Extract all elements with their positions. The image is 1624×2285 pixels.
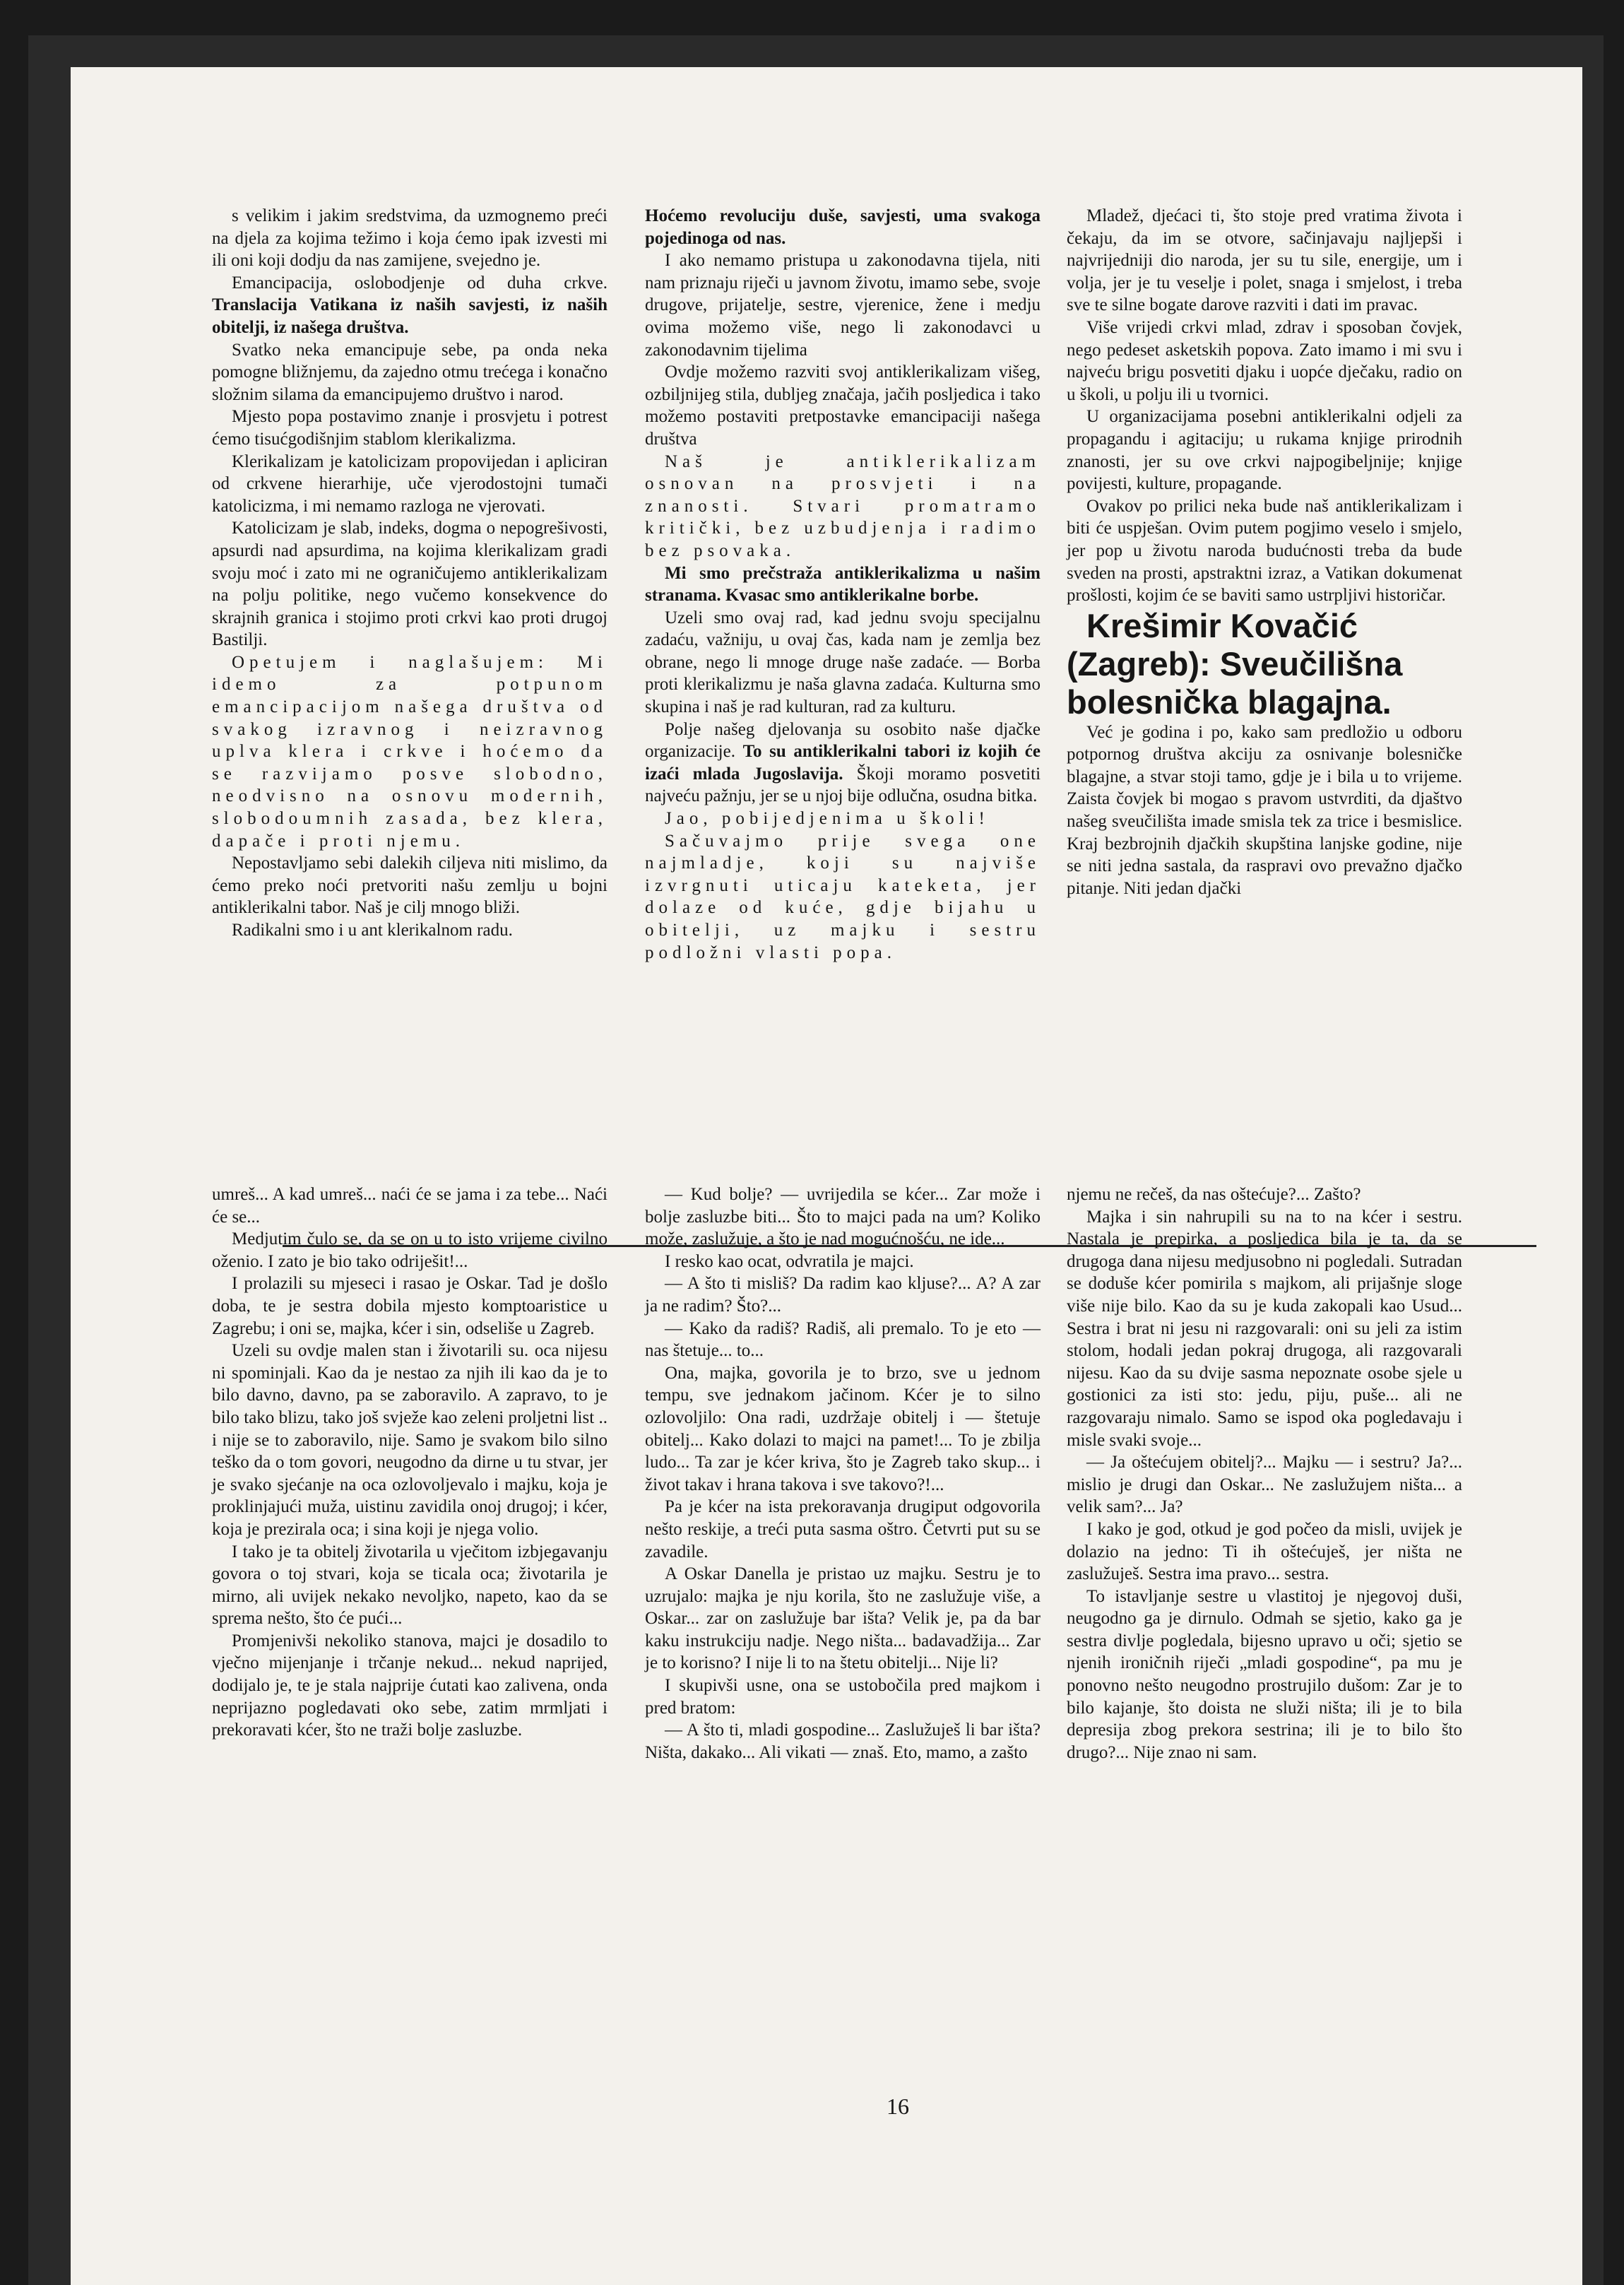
paragraph: Uzeli smo ovaj rad, kad jednu svoju specijalnu zadaću, važniju, u ovaj čas, kada nam je zemlja bez obrane, nego li mnoge druge naše zadaće. — Borba proti klerikalizmu je naša glavna zadaća. Kulturna smo skupina i naš je rad kulturan, rad za kulturu. [645,608,1041,717]
bold-paragraph: Mi smo prečstraža antiklerikalizma u našim stranama. Kvasac smo antiklerikalne borbe. [645,563,1041,606]
paragraph: I prolazili su mjeseci i rasao je Oskar. Tad je došlo doba, te je sestra dobila mjesto komptoaristice u Zagrebu; i oni se, majka, kćer i sin, odseliše u Zagreb. [212,1274,607,1338]
paragraph: umreš... A kad umreš... naći će se jama i za tebe... Naći će se... [212,1185,607,1227]
paragraph: njemu ne rečeš, da nas oštećuje?... Zašto? [1067,1185,1361,1204]
paragraph: Radikalni smo i u ant klerikalnom radu. [232,921,513,940]
bottom-column-2 [645,1183,1041,1764]
paragraph: Mjesto popa postavimo znanje i prosvjetu i potrest ćemo tisućgodišnjim stablom klerikalizma. [212,407,607,449]
bold-text: Translacija Vatikana iz naših savjesti, iz naših obitelji, iz našega društva. [212,295,607,337]
magazine-page [71,67,1582,2285]
text-run: Emancipacija, oslobodjenje od duha crkve. [232,273,607,293]
paragraph: I skupivši usne, ona se ustobočila pred majkom i pred bratom: [645,1676,1041,1718]
top-column-2 [645,205,1041,964]
paragraph: Pa je kćer na ista prekoravanja drugiput odgovorila nešto reskije, a treći puta sasma oštro. Četvrti put su se zavadile. [645,1497,1041,1561]
paragraph: — Kud bolje? — uvrijedila se kćer... Zar može i bolje zasluzbe biti... Što to majci pada na um? Koliko može, zaslužuje, a što je nad mogućnošću, ne ide... [645,1185,1041,1249]
paragraph: Ovakov po prilici neka bude naš antiklerikalizam i biti će uspješan. Ovim putem pogjimo veselo i smjelo, jer pop u životu naroda budućnosti treba da bude sveden na prosti, apstraktni izraz, a Vatikan dokumenat prošlosti, kojim će se baviti samo ustrpljivi historičar. [1067,496,1462,606]
paragraph: Ona, majka, govorila je to brzo, sve u jednom tempu, sve jednakom jačinom. Kćer je to silno ozlovoljilo: Ona radi, uzdržaje obitelj i — štetuje obitelj... Kako dolazi to majci na pamet!... To je zbilja ludo... Ta zar je kćer kriva, što je Zagreb tako skup... i život takav i hrana takova i sve takovo?!... [645,1363,1041,1494]
paragraph: A Oskar Danella je pristao uz majku. Sestru je to uzrujalo: majka je nju korila, što ne zaslužuje više, a Oskar... zar on zaslužuje bar išta? Velik je, pa da bar kaku instrukciju nadje. Nego ništa... badavadžija... Zar je to korisno? I nije li to na štetu obitelji... Nije li? [645,1564,1041,1673]
paragraph: Ovdje možemo razviti svoj antiklerikalizam višeg, ozbiljnijeg stila, dubljeg značaja, jačih posljedica i tako možemo postaviti pretpostavke emancipaciji našega društva [645,362,1041,449]
paragraph: To istavljanje sestre u vlastitoj je njegovoj duši, neugodno ga je dirnulo. Odmah se sjetio, kako ga je sestra divlje pogledala, bijesno upravo u oči; sjetio se njenih ironičnih riječi „mladi gospodine“, pa mu je ponovno nešto neugodno prostrujilo dušom: Zar je to bilo kajanje, što doista ne služi ništa; ili je to bila depresija zbog prekora sestrina; ili je to bilo što drugo?... Nije znao ni sam. [1067,1586,1462,1762]
paragraph: I resko kao ocat, odvratila je majci. [665,1251,914,1271]
spaced-paragraph: Naš je antiklerikalizam osnovan na prosvjeti i na znanosti. Stvari promatramo kritički, bez uzbudjenja i radimo bez psovaka. [645,451,1041,560]
paragraph: Svatko neka emancipuje sebe, pa onda neka pomogne bližnjemu, da zajedno otmu trećega i konačno složnim silama da emancipujemo društvo i narod. [212,340,607,404]
top-column-1 [212,205,607,942]
text-run: Polje našeg djelovanja su osobito naše djačke organizacije. [645,719,1041,762]
spaced-paragraph: Jao, pobijedjenima u školi! [665,809,990,829]
paragraph: — A što ti misliš? Da radim kao kljuse?... A? A zar ja ne radim? Što?... [645,1274,1041,1316]
paragraph: I ako nemamo pristupa u zakonodavna tijela, niti nam priznaju riječi u javnom životu, imamo sebe, svoje drugove, prijatelje, sestre, vjerenice, žene i medju ovima možemo više, nego li zakonodavci u zakonodavnim tijelima [645,251,1041,360]
paragraph: U organizacijama posebni antiklerikalni odjeli za propagandu i agitaciju; u rukama knjige prirodnih znanosti, jer su ove crkvi najpogibeljnije; knjige povijesti, kulture, propagande. [1067,407,1462,494]
paragraph: I kako je god, otkud je god počeo da misli, uvijek je dolazio na jedno: Ti ih oštećuješ, jer ništa ne zaslužuješ. Sestra ima pravo... sestra. [1067,1519,1462,1584]
spaced-paragraph: Opetujem i naglašujem: Mi idemo za potpunom emancipacijom našega društva od svakog izravnog i neizravnog uplva klera i crkve i hoćemo da se razvijamo posve slobodno, neodvisno na osnovu modernih, slobodoumnih zasada, bez klera, dapače i proti njemu. [212,652,607,851]
paragraph: — Kako da radiš? Radiš, ali premalo. To je eto — nas štetuje... to... [645,1318,1041,1361]
paragraph: — Ja oštećujem obitelj?... Majku — i sestru? Ja?... mislio je drugi dan Oskar... Ne zaslužujem ništa... a velik sam?... Ja? [1067,1453,1462,1517]
top-column-3 [1067,205,1462,899]
paragraph: Medjutim čulo se, da se on u to isto vrijeme civilno oženio. I zato je bio tako odriješit!... [212,1229,607,1271]
paragraph: Katolicizam je slab, indeks, dogma o nepogrešivosti, apsurdi nad apsurdima, na kojima klerikalizam gradi svoju moć i zato mi ne ograničujemo antiklerikalizam na polju politike, nego vučemo konsekvence do skrajnih granica i stojimo proti crkvi kao proti drugoj Bastilji. [212,519,607,650]
paragraph: Nepostavljamo sebi dalekih ciljeva niti mislimo, da ćemo preko noći pretvoriti našu zemlju u bojni antiklerikalni tabor. Naš je cilj mnogo bliži. [212,854,607,918]
paragraph: Uzeli su ovdje malen stan i životarili su. oca nijesu ni spominjali. Kao da je nestao za njih ili kao da je to bilo davno, davno, pa se zaboravilo. A zapravo, to je bilo tako blizu, tako još svježe kao zeleni proljetni list .. i nije se to zaboravilo, nije. Samo je svakom bilo silno teško da o tom govori, neugodno da dirne u tu stvar, jer je svako sjećanje na oca ozlovoljevalo i majku, koja je proklinjajući muža, uistinu zavidila onoj drugoj; i kćer, koja je prezirala oca; i sina koji je njega volio. [212,1341,607,1539]
bottom-column-1 [212,1183,607,1742]
paragraph: Promjenivši nekoliko stanova, majci je dosadilo to vječno mijenjanje i trčanje nekud... nekud naprijed, dodijalo je, te je stala najprije ćutati kao zalivena, onda neprijazno pogledavati oko sebe, zatim mrmljati i prekoravati kćer, što ne traži bolje zasluzbe. [212,1631,607,1740]
bottom-column-3 [1067,1183,1462,1764]
paragraph: Majka i sin nahrupili su na to na kćer i sestru. Nastala je prepirka, a posljedica bila je ta, da se drugoga dana nijesu medjusobno ni pogledali. Sutradan se doduše kćer pomirila s majkom, ali prijašnje sloge više nije bilo. Kao da su je kuda zakopali kao Usud... Sestra i brat ni jesu ni razgovarali: oni su jeli za istim stolom, hodali jedan pokraj drugoga, ali razgovarali nijesu. Kao da su dvije sasma nepoznate osobe sjele u gostionici za isti sto: jedu, piju, puše... ali ne razgovaraju nimalo. Samo se ispod oka pogledavaju i misle svaki svoje... [1067,1207,1462,1450]
bold-text: To su antiklerikalni tabori iz kojih će izaći mlada Jugoslavija. [645,742,1041,784]
spaced-paragraph: Sačuvajmo prije svega one najmladje, koji su najviše izvrgnuti uticaju kateketa, jer dolaze od kuće, gdje bijahu u obitelji, uz majku i sestru podložni vlasti popa. [645,831,1041,962]
paragraph: Već je godina i po, kako sam predložio u odboru potpornog društva akciju za osnivanje bolesničke blagajne, a stvar stoji tamo, gdje je i bila u to vrijeme. Zaista čovjek bi mogao s pravom ustvrditi, da djaštvo našeg sveučilišta imade smisla tek za trice i besmislice. Kraj bezbrojnih djačkih skupština lanjske godine, nije se niti jedna sastala, da raspravi ovo prevažno djačko pitanje. Niti jedan djački [1067,722,1462,898]
paragraph [645,719,1041,808]
paragraph: I tako je ta obitelj životarila u vječitom izbjegavanju govora o toj stvari, koja se ticala oca; životarila je mirno, ali uvijek nekako nevoljko, napeto, kao da se sprema nešto, što će pući... [212,1542,607,1629]
paragraph: Mladež, djećaci ti, što stoje pred vratima života i čekaju, da im se otvore, sačinjavaju najljepši i najvrijedniji dio naroda, jer su tu sile, energije, um i volja, jer je tu veselje i polet, snaga i smjelost, i treba sve te silne bogate darove razviti i dati im pravac. [1067,206,1462,315]
paragraph: — A što ti, mladi gospodine... Zaslužuješ li bar išta? Ništa, dakako... Ali vikati — znaš. Eto, mamo, a zašto [645,1720,1041,1762]
bold-paragraph: Hoćemo revoluciju duše, savjesti, uma svakoga pojedinoga od nas. [645,206,1041,248]
article-heading: Krešimir Kovačić (Zagreb): Sveučilišna bolesnička blagajna. [1067,606,1403,721]
paragraph: Klerikalizam je katolicizam propovijedan i apliciran od crkvene hierarhije, uče vjerodostojni tumači katolicizma, i mi nemamo razloga ne vjerovati. [212,451,607,516]
page-number: 16 [887,2094,909,2119]
text-run: Škoji moramo posvetiti najveću pažnju, jer se u njoj bije odlučna, osudna bitka. [645,764,1041,806]
paragraph [212,272,607,339]
paragraph: s velikim i jakim sredstvima, da uzmognemo preći na djela za kojima težimo i koja ćemo ipak izvesti mi ili oni koji dodju da nas zamijene, svejedno je. [212,206,607,271]
paragraph: Više vrijedi crkvi mlad, zdrav i sposoban čovjek, nego pedeset asketskih popova. Zato imamo i mi svu i najveću brigu posvetiti djaku i uopće dječaku, radio on u školi, u polju ili u tvornici. [1067,317,1462,404]
